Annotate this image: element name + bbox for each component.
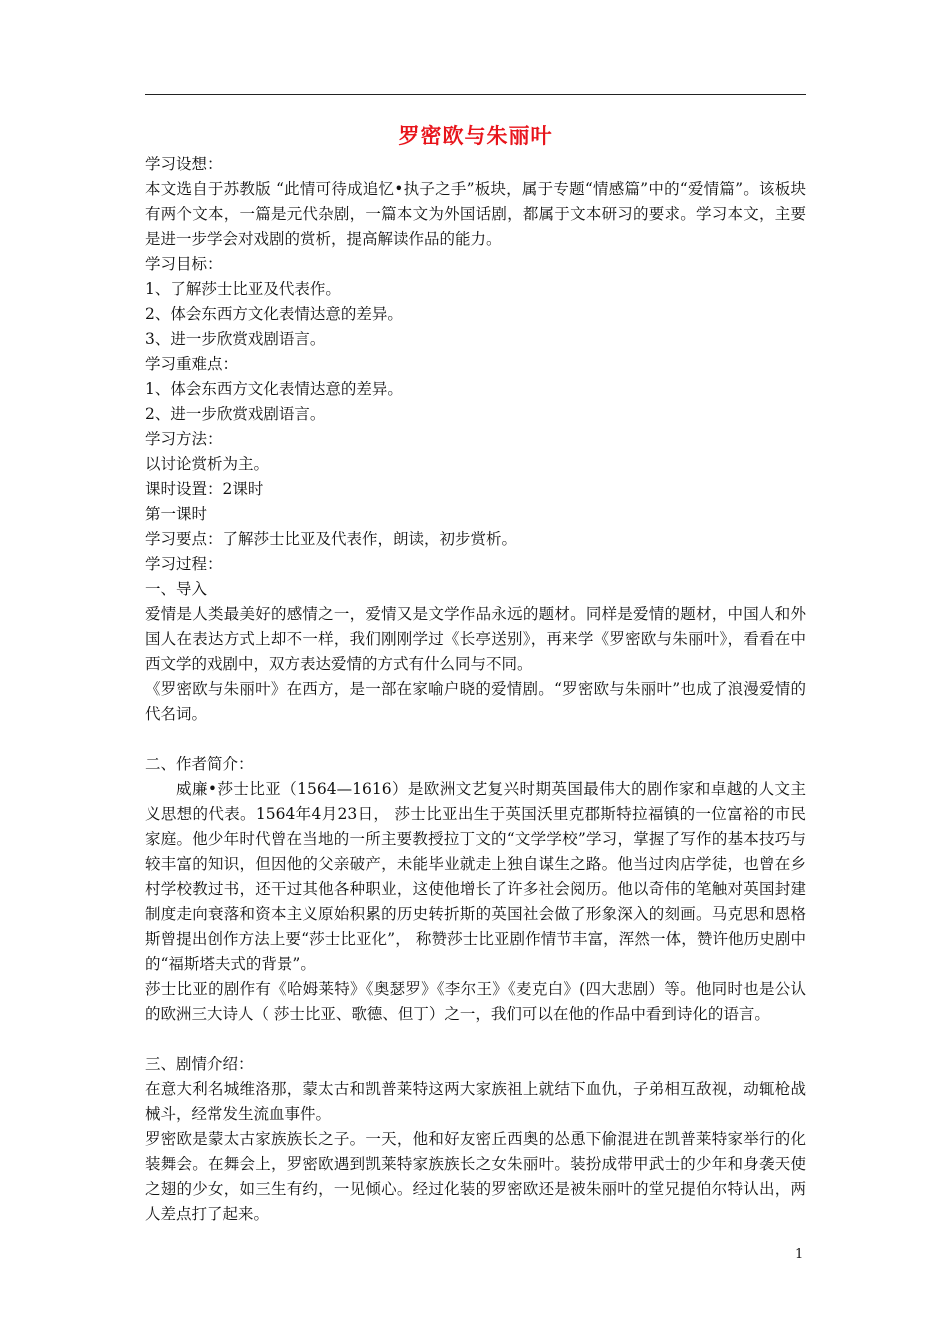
paragraph: 学习重难点： (145, 355, 239, 373)
paragraph: 1、体会东西方文化表情达意的差异。 (145, 380, 403, 398)
document-title: 罗密欧与朱丽叶 (398, 123, 553, 148)
paragraph: 二、作者简介： (145, 755, 254, 773)
paragraph: 在意大利名城维洛那，蒙太古和凯普莱特这两大家族祖上就结下血仇，子弟相互敌视，动辄枪战械斗，经常发生流血事件。 (145, 1080, 806, 1123)
paragraph: 第一课时 (145, 505, 208, 523)
paragraph: 2、体会东西方文化表情达意的差异。 (145, 305, 403, 323)
paragraph: 爱情是人类最美好的感情之一，爱情又是文学作品永远的题材。同样是爱情的题材，中国人和外国人在表达方式上却不一样，我们刚刚学过《长亭送别》，再来学《罗密欧与朱丽叶》，看看在中西文学的戏剧中，双方表达爱情的方式有什么同与不同。 (145, 605, 806, 673)
paragraph: 罗密欧是蒙太古家族族长之子。一天，他和好友密丘西奥的怂恿下偷混进在凯普莱特家举行的化装舞会。在舞会上，罗密欧遇到凯莱特家族族长之女朱丽叶。装扮成带甲武士的少年和身袭天使之翅的少女，如三生有约，一见倾心。经过化装的罗密欧还是被朱丽叶的堂兄提伯尔特认出，两人差点打了起来。 (145, 1130, 806, 1223)
page-number: 1 (795, 1247, 804, 1262)
paragraph: 《罗密欧与朱丽叶》在西方，是一部在家喻户晓的爱情剧。“罗密欧与朱丽叶”也成了浪漫爱情的代名词。 (145, 680, 806, 723)
paragraph: 学习设想： (145, 155, 223, 173)
paragraph: 学习要点：了解莎士比亚及代表作，朗读，初步赏析。 (145, 530, 518, 548)
paragraph: 本文选自于苏教版 “此情可待成追忆•执子之手”板块，属于专题“情感篇”中的“爱情篇”。该板块有两个文本，一篇是元代杂剧，一篇本文为外国话剧，都属于文本研习的要求。学习本文，主要是进一步学会对戏剧的赏析，提高解读作品的能力。 (145, 180, 806, 248)
paragraph: 学习过程： (145, 555, 223, 573)
paragraph: 一、导入 (145, 580, 208, 598)
document-body (145, 122, 806, 1227)
paragraph: 以讨论赏析为主。 (145, 455, 270, 473)
paragraph: 三、剧情介绍： (145, 1055, 254, 1073)
paragraph: 莎士比亚的剧作有《哈姆莱特》《奥瑟罗》《李尔王》《麦克白》(四大悲剧）等。他同时也是公认的欧洲三大诗人（ 莎士比亚、歌德、但丁）之一，我们可以在他的作品中看到诗化的语言。 (145, 980, 806, 1023)
paragraph: 3、进一步欣赏戏剧语言。 (145, 330, 326, 348)
blank-line (145, 1027, 806, 1052)
paragraph: 学习方法： (145, 430, 223, 448)
paragraph: 1、了解莎士比亚及代表作。 (145, 280, 341, 298)
blank-line (145, 727, 806, 752)
paragraph: 学习目标： (145, 255, 223, 273)
paragraph: 课时设置：2课时 (145, 480, 264, 498)
paragraph-list (145, 152, 806, 1227)
paragraph: 2、进一步欣赏戏剧语言。 (145, 405, 326, 423)
header-rule (145, 94, 806, 95)
paragraph: 威廉•莎士比亚（1564—1616）是欧洲文艺复兴时期英国最伟大的剧作家和卓越的人文主义思想的代表。1564年4月23日， 莎士比亚出生于英国沃里克郡斯特拉福镇的一位富裕的市民家庭。他少年时代曾在当地的一所主要教授拉丁文的“文学学校”学习，掌握了写作的基本技巧与较丰富的知识，但因他的父亲破产，未能毕业就走上独自谋生之路。他当过肉店学徒，也曾在乡村学校教过书，还干过其他各种职业，这使他增长了许多社会阅历。他以奇伟的笔触对英国封建制度走向衰落和资本主义原始积累的历史转折斯的英国社会做了形象深入的刻画。马克思和恩格斯曾提出创作方法上要“莎士比亚化”， 称赞莎士比亚剧作情节丰富，浑然一体，赞许他历史剧中的“福斯塔夫式的背景”。 (145, 780, 806, 973)
